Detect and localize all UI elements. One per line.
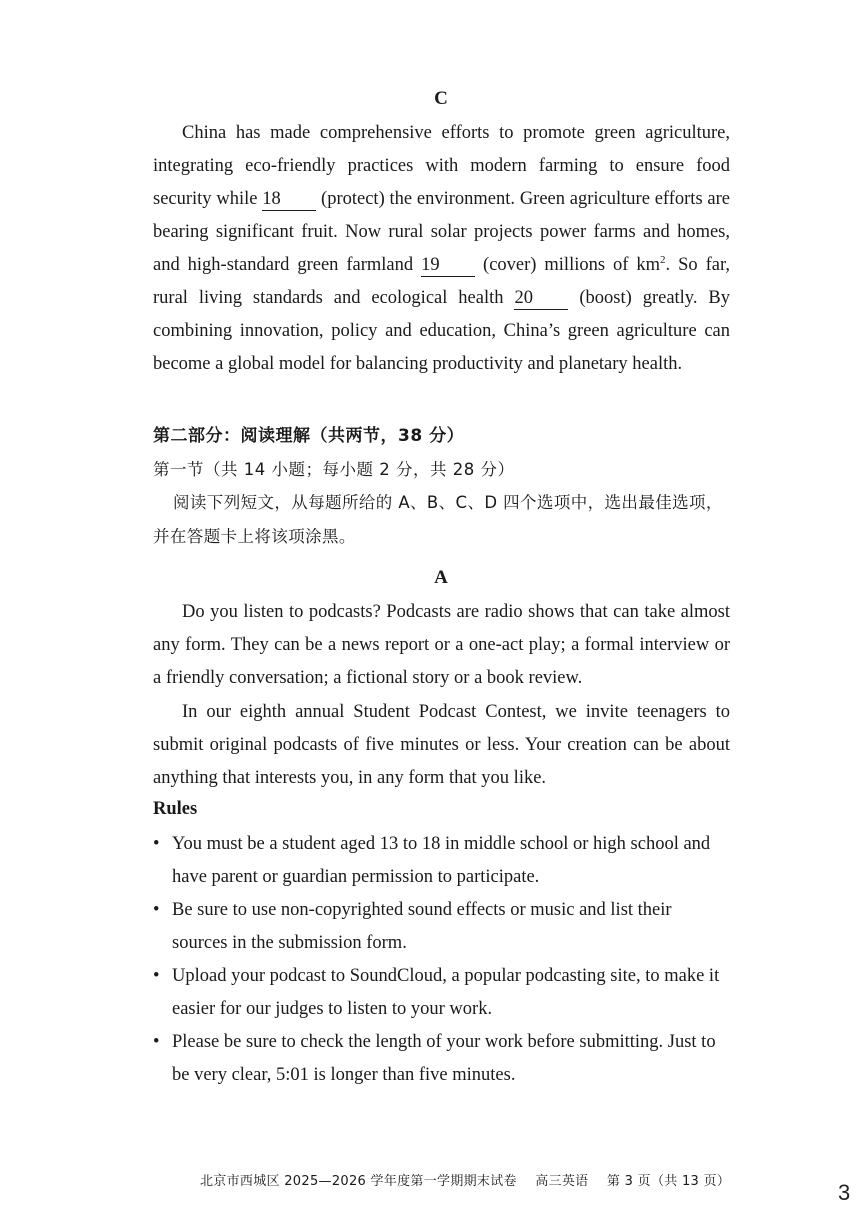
rule-item — [153, 1026, 730, 1092]
bullet-icon: • — [153, 1032, 160, 1052]
section-a-label: A — [434, 567, 448, 588]
rule-text: Upload your podcast to SoundCloud, a popular podcasting site, to make it easier for our judges to listen to your work. — [172, 966, 720, 1019]
rule-text: You must be a student aged 13 to 18 in middle school or high school and have parent or guardian permission to participate. — [172, 834, 711, 887]
blank-20: 20 — [514, 287, 568, 310]
superscript-2: 2 — [660, 253, 666, 266]
section-c-label: C — [434, 88, 448, 109]
section-c-paragraph — [153, 117, 730, 381]
rules-heading: Rules — [153, 799, 198, 819]
page-footer — [200, 1170, 744, 1189]
blank-19: 19 — [421, 254, 475, 277]
section-c-text-4: . So far, rural living standards and ecological health — [153, 255, 730, 308]
rule-item — [153, 960, 730, 1026]
blank-18: 18 — [262, 188, 316, 211]
section-c-text-2: (protect) the environment. Green agriculture efforts are bearing significant fruit. Now rural solar projects power farms and homes, and high-standard green farmland — [153, 189, 731, 275]
bullet-icon: • — [153, 900, 160, 920]
section-c-text-5: (boost) greatly. By combining innovation, policy and education, China’s green agriculture can become a global model for balancing productivity and planetary health. — [153, 288, 730, 374]
section-c-text-1: China has made comprehensive efforts to promote green agriculture, integrating eco-friendly practices with modern farming to ensure food security while — [153, 123, 730, 209]
section-a-paragraph-2: In our eighth annual Student Podcast Contest, we invite teenagers to submit original podcasts of five minutes or less. Your creation can be about anything that interests you, in any form that you like. — [153, 702, 730, 788]
rules-list — [153, 828, 730, 1092]
part-two-heading: 第二部分：阅读理解（共两节，38 分） — [153, 426, 465, 446]
rule-item — [153, 828, 730, 894]
footer-exam-title: 北京市西城区 2025—2026 学年度第一学期期末试卷 — [200, 1174, 517, 1189]
section-one-subheading: 第一节（共 14 小题；每小题 2 分，共 28 分） — [153, 460, 515, 479]
section-c-text-3: (cover) millions of km — [483, 255, 661, 275]
bullet-icon: • — [153, 834, 160, 854]
section-a-paragraph-1: Do you listen to podcasts? Podcasts are radio shows that can take almost any form. They can be a news report or a one-act play; a formal interview or a friendly conversation; a fictional story or a book review. — [153, 602, 730, 688]
rule-text: Please be sure to check the length of your work before submitting. Just to be very clear, 5:01 is longer than five minutes. — [172, 1032, 716, 1085]
footer-subject: 高三英语 — [535, 1174, 589, 1189]
bullet-icon: • — [153, 966, 160, 986]
footer-page-info: 第 3 页（共 13 页） — [606, 1174, 731, 1189]
rule-item — [153, 894, 730, 960]
rule-text: Be sure to use non-copyrighted sound effects or music and list their sources in the submission form. — [172, 900, 672, 953]
reading-instruction: 阅读下列短文，从每题所给的 A、B、C、D 四个选项中，选出最佳选项，并在答题卡上将该项涂黑。 — [153, 493, 723, 546]
corner-page-number: 3 — [838, 1180, 851, 1205]
